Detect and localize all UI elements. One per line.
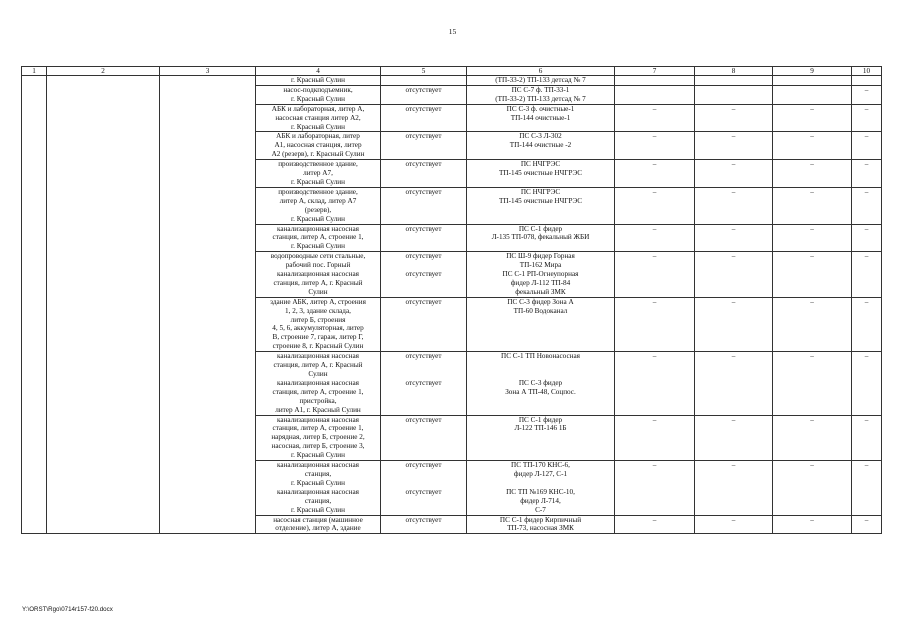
cell-c10: –	[852, 297, 882, 351]
cell-c5	[381, 252, 467, 298]
cell-line: фидер Л-112 ТП-84	[510, 278, 571, 287]
document-table	[21, 66, 882, 534]
cell-c10: –	[852, 252, 882, 298]
cell-line: станция,	[304, 469, 332, 478]
cell-c8: –	[695, 160, 773, 188]
cell-c10: –	[852, 461, 882, 515]
cell-line: станция, литер А, строение 1,	[272, 424, 364, 433]
cell-line: отсутствует	[405, 297, 442, 306]
cell-c7	[615, 76, 695, 86]
cell-c6	[467, 415, 615, 461]
cell-c4	[256, 252, 381, 298]
header-cell: 4	[256, 67, 381, 76]
cell-line	[469, 370, 612, 379]
cell-line: ПС С-3 фидер	[518, 378, 563, 387]
cell-c8	[695, 76, 773, 86]
cell-c7	[615, 85, 695, 104]
cell-c9: –	[773, 297, 852, 351]
cell-line: отсутствует	[405, 252, 442, 261]
cell-line: ПС С-7 ф. ТП-33-1	[511, 85, 570, 94]
cell-line: литер Б, строения	[290, 315, 346, 324]
header-cell: 3	[160, 67, 256, 76]
table-header-row	[22, 67, 882, 76]
cell-c6	[467, 104, 615, 132]
cell-c7: –	[615, 297, 695, 351]
cell-c7: –	[615, 132, 695, 160]
cell-c7: –	[615, 160, 695, 188]
header-cell: 6	[467, 67, 615, 76]
cell-line: насос-подкподъемник,	[283, 85, 353, 94]
cell-line: Л-122 ТП-146 1Б	[514, 424, 567, 433]
cell-c10: –	[852, 415, 882, 461]
cell-c5	[381, 461, 467, 515]
cell-line: канализационная насосная	[277, 461, 359, 470]
cell-c9	[773, 85, 852, 104]
cell-line: станция, литер А, г. Красный	[273, 361, 363, 370]
cell-c8: –	[695, 461, 773, 515]
cell-c6	[467, 76, 615, 86]
cell-line: производственное здание,	[278, 160, 358, 169]
cell-c5	[381, 515, 467, 534]
cell-line: канализационная насосная	[277, 352, 359, 361]
cell-c6	[467, 85, 615, 104]
cell-c7: –	[615, 461, 695, 515]
cell-c7: –	[615, 515, 695, 534]
cell-line: Сулин	[308, 287, 328, 296]
cell-c7: –	[615, 104, 695, 132]
cell-c5	[381, 104, 467, 132]
cell-c6	[467, 224, 615, 252]
cell-c10	[852, 76, 882, 86]
cell-line: рабочий пос. Горный	[285, 261, 351, 270]
cell-c9: –	[773, 187, 852, 224]
cell-line: отсутствует	[405, 415, 442, 424]
cell-c6	[467, 515, 615, 534]
cell-line: отсутствует	[405, 104, 442, 113]
cell-c9: –	[773, 352, 852, 415]
cell-line	[383, 361, 464, 370]
cell-c6	[467, 132, 615, 160]
cell-c4	[256, 132, 381, 160]
cell-line	[383, 370, 464, 379]
cell-line: ТП-145 очистные НЧГРЭС	[499, 169, 582, 178]
cell-line: С-7	[535, 505, 546, 514]
cell-line: строение 8, г. Красный Сулин	[272, 342, 364, 351]
cell-line: канализационная насосная	[277, 487, 359, 496]
cell-c5	[381, 352, 467, 415]
merged-cell-c1	[22, 76, 47, 534]
cell-c9: –	[773, 104, 852, 132]
cell-c10: –	[852, 352, 882, 415]
cell-line	[469, 361, 612, 370]
cell-c6	[467, 461, 615, 515]
footer-file-path: Y:\ORST\Rgo\0714r157-f20.docx	[22, 606, 113, 613]
cell-line: г. Красный Сулин	[291, 214, 345, 223]
cell-c7: –	[615, 187, 695, 224]
cell-line: отсутствует	[405, 461, 442, 470]
cell-c9: –	[773, 415, 852, 461]
cell-c4	[256, 352, 381, 415]
cell-line: (ТП-33-2) ТП-133 детсад № 7	[495, 94, 586, 103]
cell-line: канализационная насосная	[277, 415, 359, 424]
cell-c4	[256, 104, 381, 132]
cell-line	[469, 479, 612, 488]
cell-line: отсутствует	[405, 132, 442, 141]
cell-line: отсутствует	[405, 160, 442, 169]
cell-line: ПС С-3 фидер Зона А	[507, 297, 574, 306]
cell-line: ПС ТП-170 КНС-6,	[511, 461, 570, 470]
cell-line: отсутствует	[405, 224, 442, 233]
cell-line: ПС С-3 Л-302	[519, 132, 562, 141]
cell-c4	[256, 297, 381, 351]
header-cell: 10	[852, 67, 882, 76]
cell-line: водопроводные сети стальные,	[270, 252, 366, 261]
cell-line: ПС НЧГРЭС	[520, 187, 561, 196]
cell-c10: –	[852, 104, 882, 132]
cell-line: 4, 5, 6, аккумуляторная, литер	[272, 324, 364, 333]
cell-line: фидер Л-714,	[520, 496, 561, 505]
cell-c4	[256, 415, 381, 461]
cell-line: ПС ТП №169 КНС-10,	[506, 487, 575, 496]
cell-line: ТП-144 очистные-1	[510, 113, 571, 122]
cell-line: г. Красный Сулин	[291, 122, 345, 131]
cell-c10: –	[852, 160, 882, 188]
cell-c8: –	[695, 224, 773, 252]
cell-line: нарядная, литер Б, строение 2,	[271, 433, 365, 442]
cell-c4	[256, 224, 381, 252]
cell-line: г. Красный Сулин	[291, 177, 345, 186]
cell-line: ПС С-1 ТП Новонасосная	[501, 352, 580, 361]
cell-line: отсутствует	[405, 270, 442, 279]
cell-c6	[467, 252, 615, 298]
cell-line: ПС С-1 фидер Кирпичный	[499, 515, 582, 524]
cell-line: ПС С-3 ф. очистные-1	[506, 104, 575, 113]
cell-c5	[381, 187, 467, 224]
cell-c10: –	[852, 187, 882, 224]
table-row	[22, 76, 882, 86]
cell-line: ПС С-1 фидер	[518, 224, 563, 233]
cell-line: 1, 2, 3, здание склада,	[285, 306, 351, 315]
cell-line: отсутствует	[405, 515, 442, 524]
cell-line: ПС С-1 фидер	[518, 415, 563, 424]
cell-line: отсутствует	[405, 85, 442, 94]
cell-line: пристройка,	[299, 396, 337, 405]
cell-c8: –	[695, 297, 773, 351]
cell-c8: –	[695, 104, 773, 132]
cell-line: г. Красный Сулин	[291, 242, 345, 251]
cell-c9: –	[773, 252, 852, 298]
cell-c4	[256, 160, 381, 188]
cell-c7: –	[615, 352, 695, 415]
header-cell: 5	[381, 67, 467, 76]
cell-c10: –	[852, 132, 882, 160]
cell-line: насосная, литер Б, строение 3,	[271, 442, 365, 451]
cell-line: г. Красный Сулин	[291, 76, 345, 84]
cell-line: ПС С-1 РП-Огнеупорная	[502, 270, 579, 279]
cell-line: Л-135 ТП-078, фекальный ЖБИ	[491, 233, 590, 242]
cell-line: АБК и лабораторная, литер	[276, 132, 360, 141]
cell-c9: –	[773, 461, 852, 515]
cell-line: ПС Ш-9 фидер Горная	[506, 252, 575, 261]
header-cell: 2	[47, 67, 160, 76]
cell-line: ПС НЧГРЭС	[520, 160, 561, 169]
cell-c8: –	[695, 132, 773, 160]
cell-c5	[381, 415, 467, 461]
cell-line: станция, литер А, г. Красный	[273, 278, 363, 287]
header-cell: 8	[695, 67, 773, 76]
cell-c8: –	[695, 252, 773, 298]
cell-line	[383, 479, 464, 488]
page-number: 15	[448, 27, 457, 36]
cell-line: отделение), литер А, здание	[275, 524, 361, 533]
cell-line: АБК и лабораторная, литер А,	[271, 104, 365, 113]
cell-c10: –	[852, 515, 882, 534]
cell-line	[383, 470, 464, 479]
cell-line: г. Красный Сулин	[291, 94, 345, 103]
cell-line: ТП-162 Мира	[519, 261, 562, 270]
cell-c4	[256, 461, 381, 515]
cell-line: канализационная насосная	[277, 224, 359, 233]
cell-line: (резерв),	[304, 205, 332, 214]
cell-line: отсутствует	[405, 378, 442, 387]
cell-line	[383, 261, 464, 270]
cell-c7: –	[615, 415, 695, 461]
cell-c6	[467, 187, 615, 224]
cell-line: насосная станция литер А2,	[275, 113, 361, 122]
header-cell: 9	[773, 67, 852, 76]
cell-line: здание АБК, литер А, строения	[270, 297, 366, 306]
cell-c7: –	[615, 252, 695, 298]
cell-line: насосная станция (машинное	[273, 515, 363, 524]
cell-c9: –	[773, 160, 852, 188]
cell-c4	[256, 85, 381, 104]
cell-c8: –	[695, 515, 773, 534]
cell-line: А1, насосная станция, литер	[274, 141, 362, 150]
cell-c5	[381, 224, 467, 252]
cell-line: ТП-73, насосная ЗМК	[507, 524, 574, 533]
cell-c7: –	[615, 224, 695, 252]
cell-line: (ТП-33-2) ТП-133 детсад № 7	[495, 76, 586, 84]
cell-line: ТП-145 очистные НЧГРЭС	[499, 196, 582, 205]
cell-line: отсутствует	[405, 487, 442, 496]
cell-line: г. Красный Сулин	[291, 505, 345, 514]
cell-line: А2 (резерв), г. Красный Сулин	[271, 150, 365, 159]
cell-line: литер А1, г. Красный Сулин	[275, 405, 361, 414]
cell-c9: –	[773, 132, 852, 160]
cell-c9: –	[773, 224, 852, 252]
cell-c5	[381, 76, 467, 86]
header-cell: 7	[615, 67, 695, 76]
cell-c9	[773, 76, 852, 86]
cell-line: г. Красный Сулин	[291, 451, 345, 460]
cell-line: ТП-144 очистные -2	[509, 141, 572, 150]
cell-c6	[467, 160, 615, 188]
cell-line: Сулин	[308, 370, 328, 378]
cell-line: отсутствует	[405, 352, 442, 361]
cell-line: производственное здание,	[278, 187, 358, 196]
cell-c5	[381, 297, 467, 351]
cell-c5	[381, 85, 467, 104]
cell-line: фидер Л-127, С-1	[513, 469, 568, 478]
cell-line: канализационная насосная	[277, 378, 359, 387]
cell-c4	[256, 76, 381, 86]
cell-c4	[256, 515, 381, 534]
cell-c8: –	[695, 352, 773, 415]
cell-c8	[695, 85, 773, 104]
cell-line: отсутствует	[405, 187, 442, 196]
merged-cell-c2	[47, 76, 160, 534]
cell-line: Зона А ТП-48, Соцпос.	[505, 387, 576, 396]
cell-line: фекальный ЗМК	[515, 287, 566, 296]
cell-c6	[467, 352, 615, 415]
cell-c10: –	[852, 224, 882, 252]
cell-line: ТП-60 Водоканал	[513, 306, 568, 315]
merged-cell-c3	[160, 76, 256, 534]
cell-line: станция, литер А, строение 1,	[272, 387, 364, 396]
cell-c6	[467, 297, 615, 351]
cell-line: станция,	[304, 496, 332, 505]
cell-line: литер А, склад, литер А7	[279, 196, 357, 205]
cell-c4	[256, 187, 381, 224]
cell-line: литер А7,	[303, 169, 333, 178]
cell-line: канализационная насосная	[277, 270, 359, 279]
cell-line: г. Красный Сулин	[291, 478, 345, 487]
cell-c5	[381, 132, 467, 160]
cell-line: В, строение 7, гараж, литер Г,	[272, 333, 364, 342]
cell-c9: –	[773, 515, 852, 534]
cell-c8: –	[695, 415, 773, 461]
cell-line: станция, литер А, строение 1,	[272, 233, 364, 242]
cell-c10: –	[852, 85, 882, 104]
cell-c8: –	[695, 187, 773, 224]
header-cell: 1	[22, 67, 47, 76]
cell-c5	[381, 160, 467, 188]
